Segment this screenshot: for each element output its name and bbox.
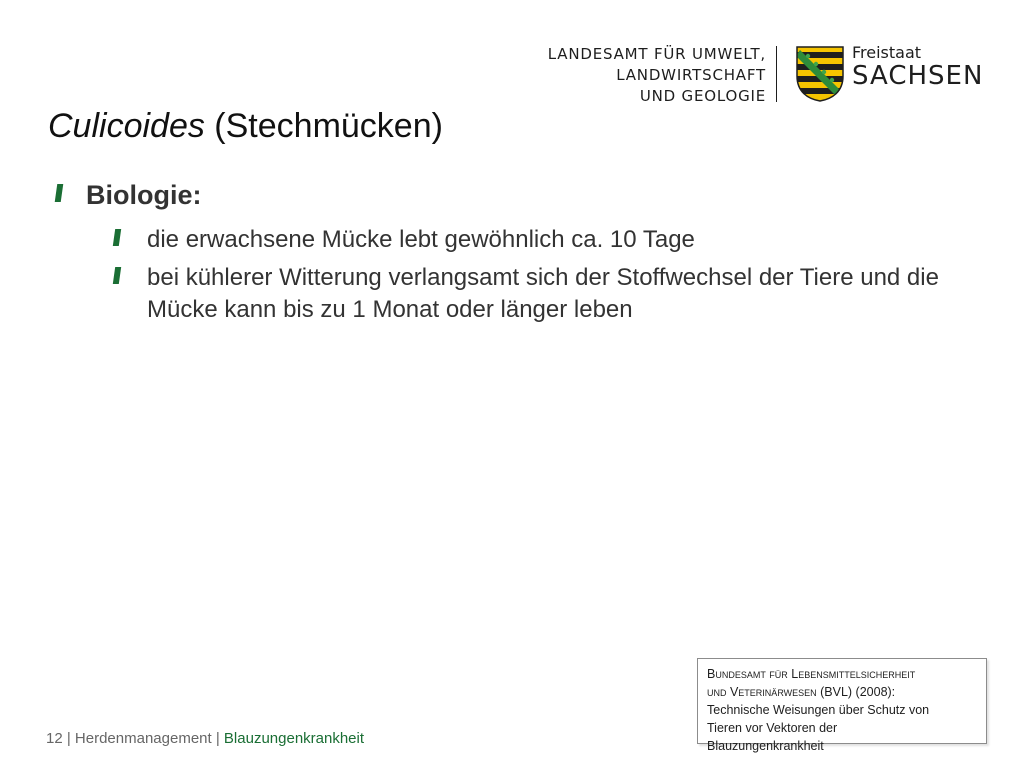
sub-bullet-text: die erwachsene Mücke lebt gewöhnlich ca. 10 Tage bbox=[147, 226, 695, 253]
sub-bullet-cold-weather bbox=[114, 262, 956, 326]
sub-bullet-text: bei kühlerer Witterung verlangsamt sich der Stoffwechsel der Tiere und die Mücke kann bis zu 1 Monat oder länger leben bbox=[147, 264, 939, 323]
agency-line-2: LANDWIRTSCHAFT bbox=[616, 66, 766, 84]
state-name bbox=[852, 44, 983, 90]
footer-separator: | bbox=[211, 730, 224, 747]
footer-topic: Blauzungenkrankheit bbox=[223, 730, 365, 747]
citation-line-1: Bundesamt für Lebensmittelsicherheit bbox=[707, 667, 916, 681]
title-italic: Culicoides bbox=[48, 107, 205, 145]
header-divider bbox=[776, 46, 777, 102]
citation-line-2-smallcaps: und Veterinärwesen bbox=[707, 685, 817, 699]
footer-separator: | bbox=[62, 730, 75, 747]
bullet-icon bbox=[113, 229, 121, 246]
agency-line-1: LANDESAMT FÜR UMWELT, bbox=[547, 45, 766, 63]
state-line-1: Freistaat bbox=[852, 43, 922, 62]
page-number: 12 bbox=[46, 730, 63, 747]
slide-title bbox=[48, 103, 443, 149]
agency-line-3: UND GEOLOGIE bbox=[639, 87, 766, 105]
bullet-list bbox=[56, 178, 956, 326]
sub-bullet-lifespan bbox=[114, 224, 956, 256]
bullet-icon bbox=[113, 267, 121, 284]
footer bbox=[46, 729, 364, 749]
citation-line-5: Blauzungenkrankheit bbox=[707, 739, 824, 753]
bullet-biologie bbox=[56, 178, 956, 212]
state-line-2: SACHSEN bbox=[852, 61, 984, 91]
citation-line-3: Technische Weisungen über Schutz von bbox=[707, 703, 930, 717]
saxony-crest-icon bbox=[796, 46, 844, 102]
citation-line-2-rest: (BVL) (2008): bbox=[816, 685, 896, 699]
title-rest: (Stechmücken) bbox=[204, 107, 443, 145]
bullet-text: Biologie: bbox=[86, 180, 202, 210]
citation-line-2 bbox=[707, 683, 978, 701]
citation-box bbox=[697, 658, 987, 753]
agency-name bbox=[548, 44, 766, 107]
citation-line-4: Tieren vor Vektoren der bbox=[707, 721, 838, 735]
footer-section: Herdenmanagement bbox=[74, 730, 212, 747]
bullet-icon bbox=[55, 184, 64, 202]
